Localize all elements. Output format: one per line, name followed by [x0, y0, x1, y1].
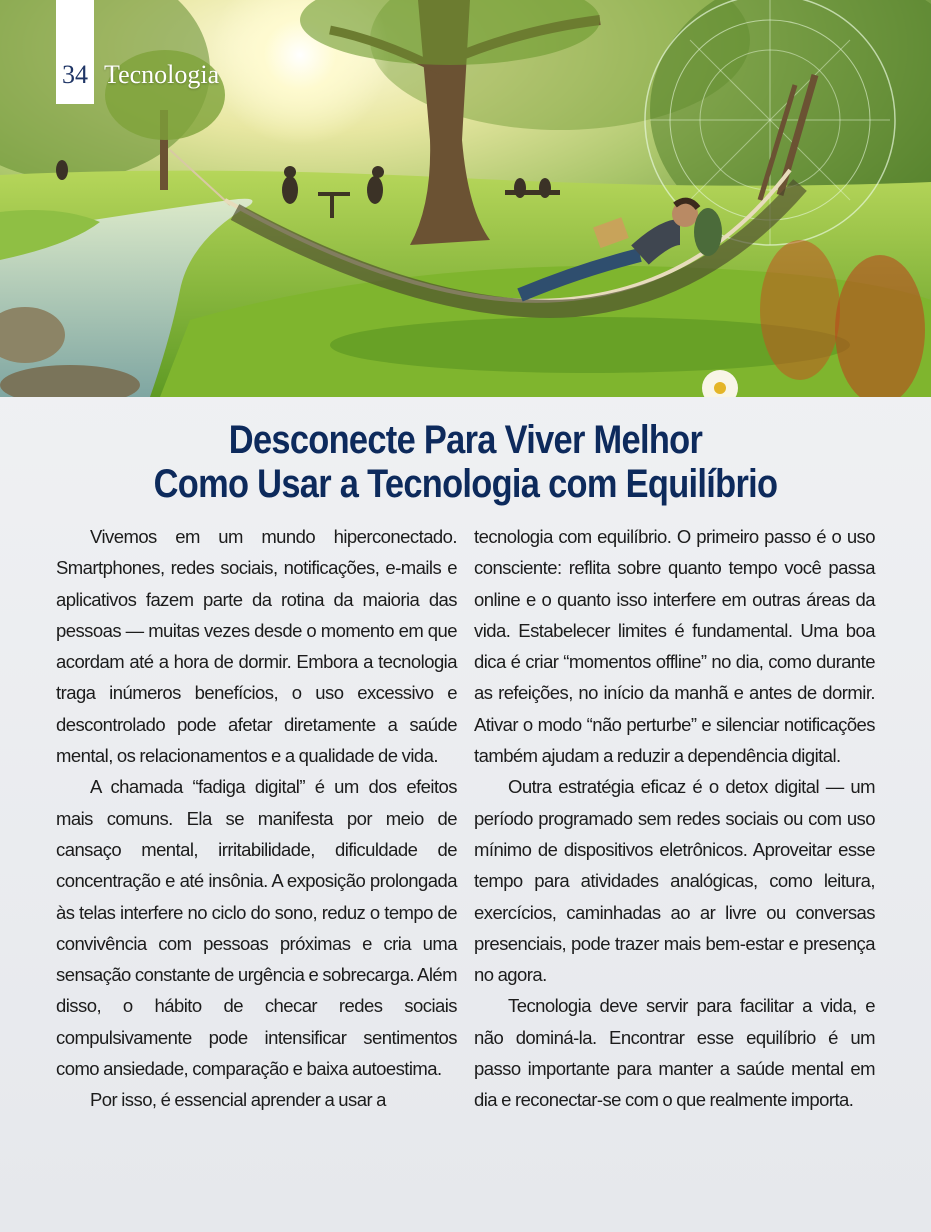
article-column-right [474, 521, 875, 1116]
paragraph-continuation: tecnologia com equilíbrio. O primeiro passo é o uso consciente: reflita sobre quanto tempo você passa online e o quanto isso interfere em outras áreas da vida. Estabelecer limites é fundamental. Uma boa dica é criar “momentos offline” no dia, como durante as refeições, no início da manhã e antes de dormir. Ativar o modo “não perturbe” e silenciar notificações também ajudam a reduzir a dependência digital. [474, 526, 875, 767]
article-column-left [56, 521, 457, 1116]
paragraph: Por isso, é essencial aprender a usar a [90, 1089, 386, 1111]
page-number: 34 [62, 60, 88, 89]
paragraph: Vivemos em um mundo hiperconectado. Smartphones, redes sociais, notificações, e-mails e aplicativos fazem parte da rotina da maioria das pessoas — muitas vezes desde o momento em que acordam até a hora de dormir. Embora a tecnologia traga inúmeros benefícios, o uso excessivo e descontrolado pode afetar diretamente a saúde mental, os relacionamentos e a qualidade de vida. [56, 526, 457, 767]
article-subtitle: Como Usar a Tecnologia com Equilíbrio [153, 462, 778, 506]
paragraph: Tecnologia deve servir para facilitar a vida, e não dominá-la. Encontrar esse equilíbrio é um passo importante para manter a saúde mental em dia e reconectar-se com o que realmente importa. [474, 995, 875, 1111]
paragraph: Outra estratégia eficaz é o detox digital — um período programado sem redes sociais ou com uso mínimo de dispositivos eletrônicos. Aproveitar esse tempo para atividades analógicas, como leitura, exercícios, caminhadas ao ar livre ou conversas presenciais, pode trazer mais bem-estar e presença no agora. [474, 776, 875, 986]
section-name: Tecnologia [104, 60, 220, 89]
paragraph: A chamada “fadiga digital” é um dos efeitos mais comuns. Ela se manifesta por meio de cansaço mental, irritabilidade, dificuldade de concentração e até insônia. A exposição prolongada às telas interfere no ciclo do sono, reduz o tempo de convivência com pessoas próximas e cria uma sensação constante de urgência e sobrecarga. Além disso, o hábito de checar redes sociais compulsivamente pode intensificar sentimentos como ansiedade, comparação e baixa autoestima. [56, 776, 457, 1080]
article-title: Desconecte Para Viver Melhor [228, 418, 703, 462]
